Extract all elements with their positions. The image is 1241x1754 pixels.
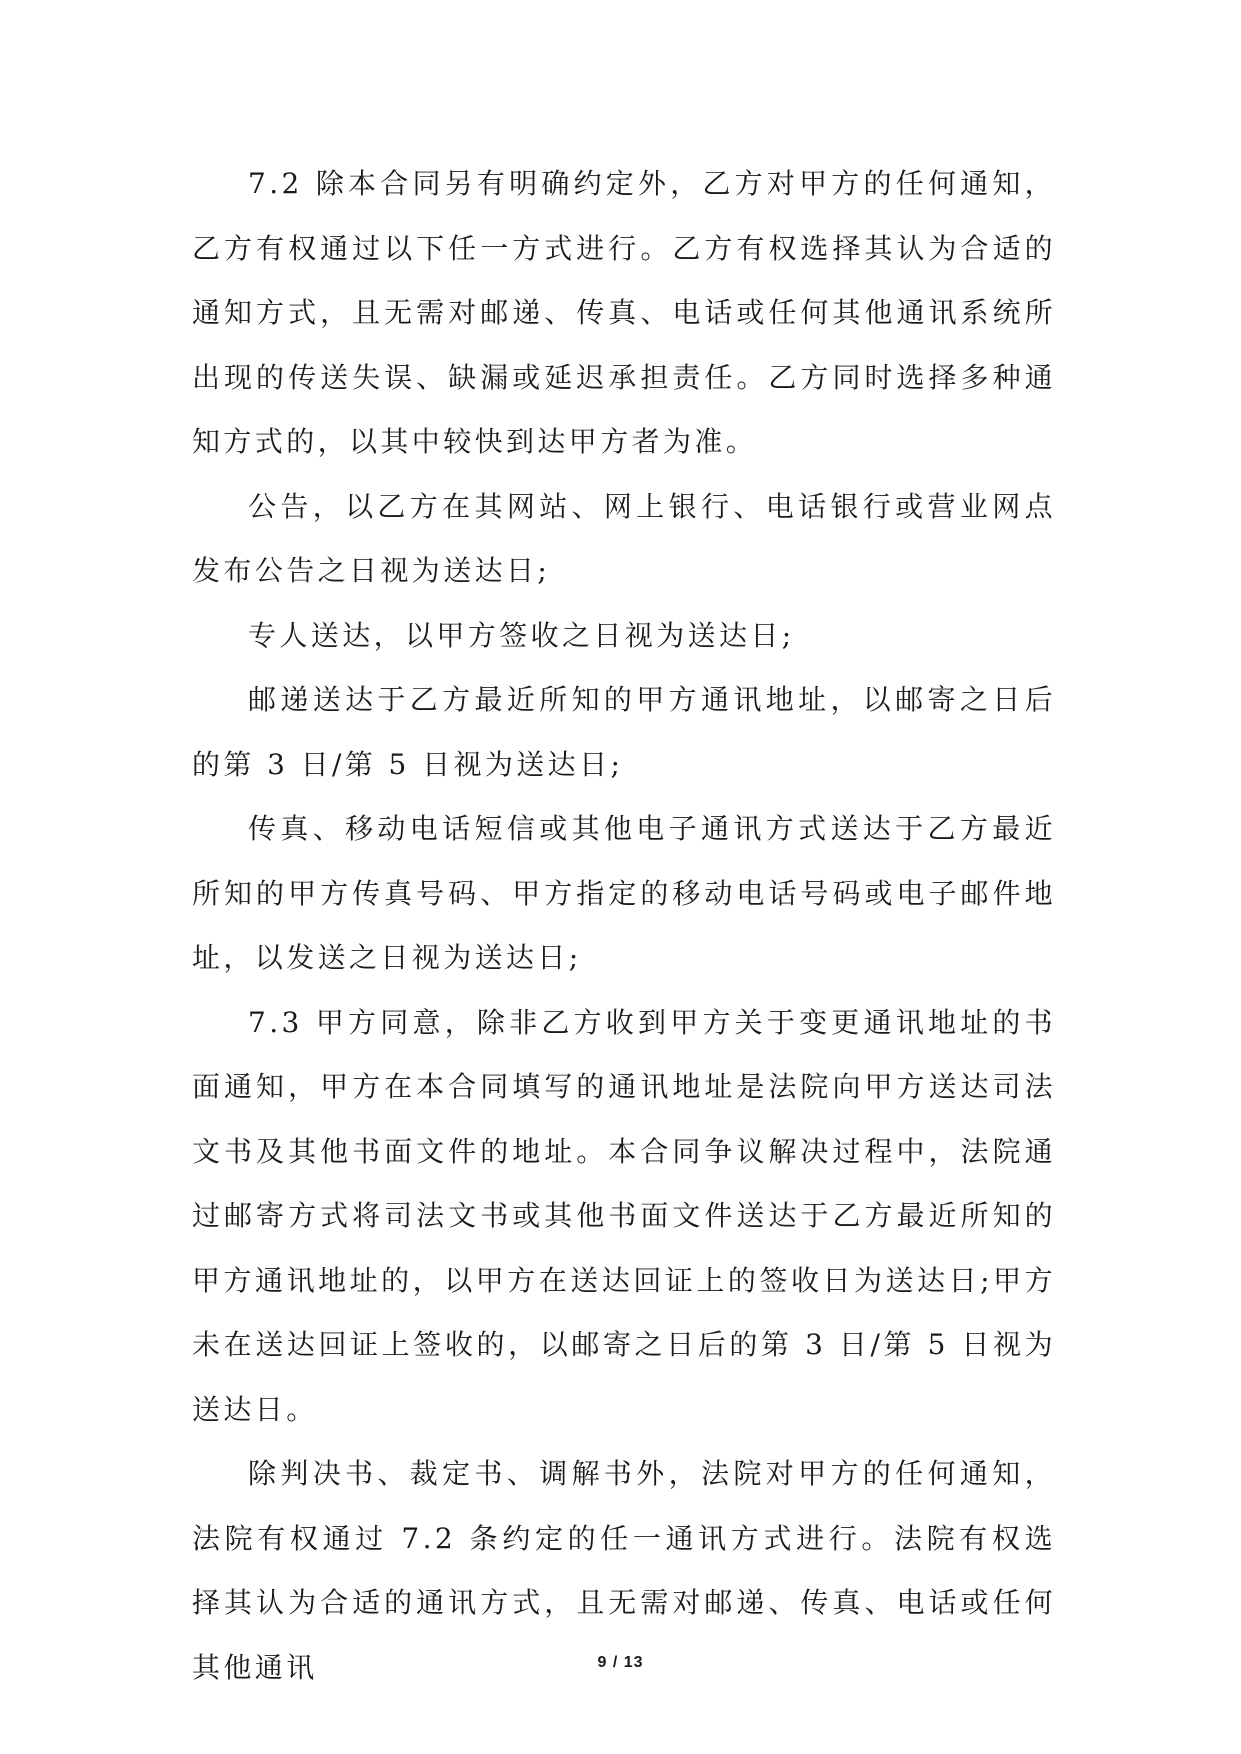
paragraph-court-notice: 除判决书、裁定书、调解书外，法院对甲方的任何通知，法院有权通过 7.2 条约定的任一通讯方式进行。法院有权选择其认为合适的通讯方式，且无需对邮递、传真、电话或任何其他通讯: [192, 1457, 1056, 1684]
page-number: 9 / 13: [597, 1654, 644, 1671]
paragraph-clause-7-2: 7.2 除本合同另有明确约定外，乙方对甲方的任何通知，乙方有权通过以下任一方式进行。乙方有权选择其认为合适的通知方式，且无需对邮递、传真、电话或任何其他通讯系统所出现的传送失误、缺漏或延迟承担责任。乙方同时选择多种通知方式的，以其中较快到达甲方者为准。: [192, 167, 1056, 458]
paragraph-announcement: 公告，以乙方在其网站、网上银行、电话银行或营业网点发布公告之日视为送达日;: [192, 489, 1056, 587]
paragraph-postal-delivery: 邮递送达于乙方最近所知的甲方通讯地址，以邮寄之日后的第 3 日/第 5 日视为送达日;: [192, 683, 1056, 781]
paragraph-clause-7-3: 7.3 甲方同意，除非乙方收到甲方关于变更通讯地址的书面通知，甲方在本合同填写的通讯地址是法院向甲方送达司法文书及其他书面文件的地址。本合同争议解决过程中，法院通过邮寄方式将司法文书或其他书面文件送达于乙方最近所知的甲方通讯地址的，以甲方在送达回证上的签收日为送达日;甲方未在送达回证上签收的，以邮寄之日后的第 3 日/第 5 日视为送达日。: [192, 1005, 1056, 1426]
paragraph-personal-delivery: 专人送达，以甲方签收之日视为送达日;: [248, 618, 795, 652]
paragraph-electronic-delivery: 传真、移动电话短信或其他电子通讯方式送达于乙方最近所知的甲方传真号码、甲方指定的移动电话号码或电子邮件地址，以发送之日视为送达日;: [192, 812, 1056, 974]
document-body: [192, 152, 1056, 1700]
